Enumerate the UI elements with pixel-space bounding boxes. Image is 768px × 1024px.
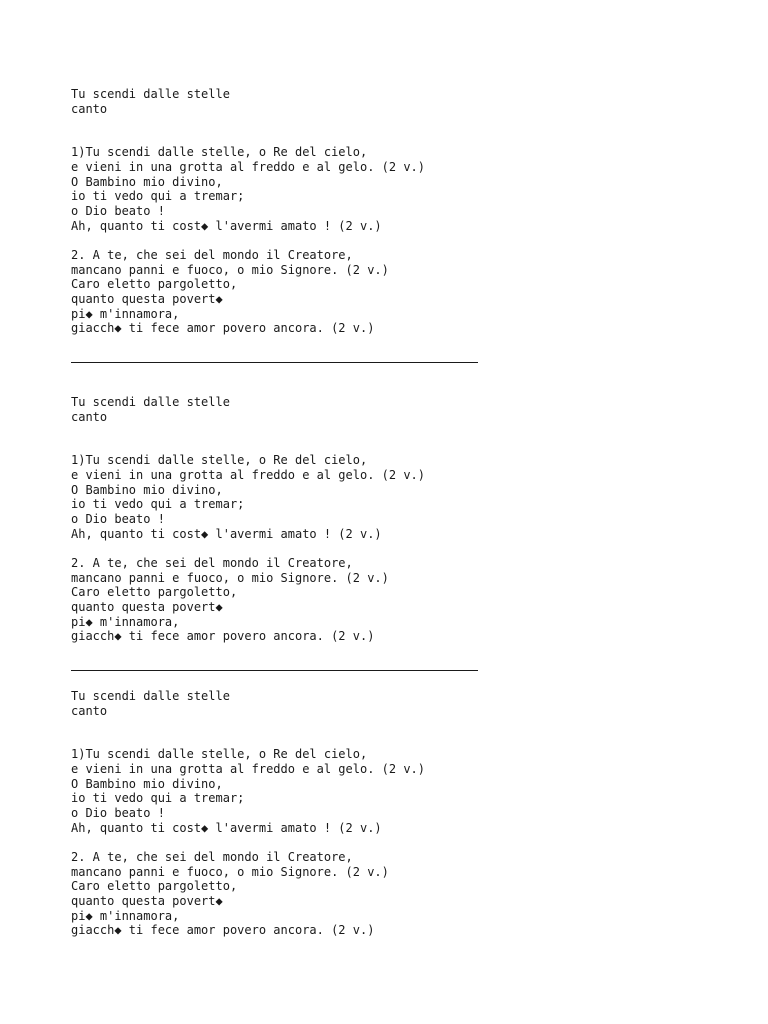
song-title: Tu scendi dalle stelle xyxy=(71,87,230,101)
section-divider xyxy=(71,362,478,363)
verse-line: Ah, quanto ti cost◆ l'avermi amato ! (2 v.) xyxy=(71,820,382,835)
stanza-2 xyxy=(71,248,691,336)
verse-line: pi◆ m'innamora, xyxy=(71,614,180,629)
verse-line: mancano panni e fuoco, o mio Signore. (2 v.) xyxy=(71,570,389,585)
verse-line: O Bambino mio divino, xyxy=(71,482,223,497)
verse-line: e vieni in una grotta al freddo e al gelo. (2 v.) xyxy=(71,468,426,483)
song-section-1 xyxy=(71,87,691,336)
verse-line: o Dio beato ! xyxy=(71,204,165,219)
song-subtitle: canto xyxy=(71,409,108,424)
verse-line: giacch◆ ti fece amor povero ancora. (2 v.) xyxy=(71,629,375,644)
song-subtitle: canto xyxy=(71,101,108,116)
verse-line: Caro eletto pargoletto, xyxy=(71,277,238,292)
stanza-2 xyxy=(71,850,691,938)
verse-line: 1)Tu scendi dalle stelle, o Re del cielo, xyxy=(71,453,368,468)
verse-line: O Bambino mio divino, xyxy=(71,776,223,791)
stanza-1 xyxy=(71,747,691,835)
song-title: Tu scendi dalle stelle xyxy=(71,689,230,703)
verse-line: io ti vedo qui a tremar; xyxy=(71,189,245,204)
song-section-3 xyxy=(71,689,691,938)
verse-line: mancano panni e fuoco, o mio Signore. (2 v.) xyxy=(71,864,389,879)
verse-line: e vieni in una grotta al freddo e al gelo. (2 v.) xyxy=(71,762,426,777)
song-section-2 xyxy=(71,395,691,644)
verse-line: quanto questa povert◆ xyxy=(71,600,223,615)
stanza-1 xyxy=(71,453,691,541)
verse-line: 2. A te, che sei del mondo il Creatore, xyxy=(71,850,353,864)
verse-line: Ah, quanto ti cost◆ l'avermi amato ! (2 v.) xyxy=(71,526,382,541)
verse-line: O Bambino mio divino, xyxy=(71,174,223,189)
stanza-1 xyxy=(71,145,691,233)
verse-line: o Dio beato ! xyxy=(71,512,165,527)
stanza-2 xyxy=(71,556,691,644)
verse-line: pi◆ m'innamora, xyxy=(71,908,180,923)
verse-line: 2. A te, che sei del mondo il Creatore, xyxy=(71,556,353,570)
verse-line: io ti vedo qui a tremar; xyxy=(71,791,245,806)
song-title: Tu scendi dalle stelle xyxy=(71,395,230,409)
verse-line: Caro eletto pargoletto, xyxy=(71,879,238,894)
verse-line: 1)Tu scendi dalle stelle, o Re del cielo, xyxy=(71,145,368,160)
verse-line: Caro eletto pargoletto, xyxy=(71,585,238,600)
verse-line: io ti vedo qui a tremar; xyxy=(71,497,245,512)
verse-line: 2. A te, che sei del mondo il Creatore, xyxy=(71,248,353,262)
song-subtitle: canto xyxy=(71,703,108,718)
verse-line: pi◆ m'innamora, xyxy=(71,306,180,321)
verse-line: e vieni in una grotta al freddo e al gelo. (2 v.) xyxy=(71,160,426,175)
verse-line: giacch◆ ti fece amor povero ancora. (2 v.) xyxy=(71,321,375,336)
verse-line: quanto questa povert◆ xyxy=(71,292,223,307)
verse-line: o Dio beato ! xyxy=(71,806,165,821)
verse-line: Ah, quanto ti cost◆ l'avermi amato ! (2 v.) xyxy=(71,218,382,233)
verse-line: giacch◆ ti fece amor povero ancora. (2 v.) xyxy=(71,923,375,938)
verse-line: quanto questa povert◆ xyxy=(71,894,223,909)
section-divider xyxy=(71,670,478,671)
verse-line: 1)Tu scendi dalle stelle, o Re del cielo, xyxy=(71,747,368,762)
verse-line: mancano panni e fuoco, o mio Signore. (2 v.) xyxy=(71,262,389,277)
